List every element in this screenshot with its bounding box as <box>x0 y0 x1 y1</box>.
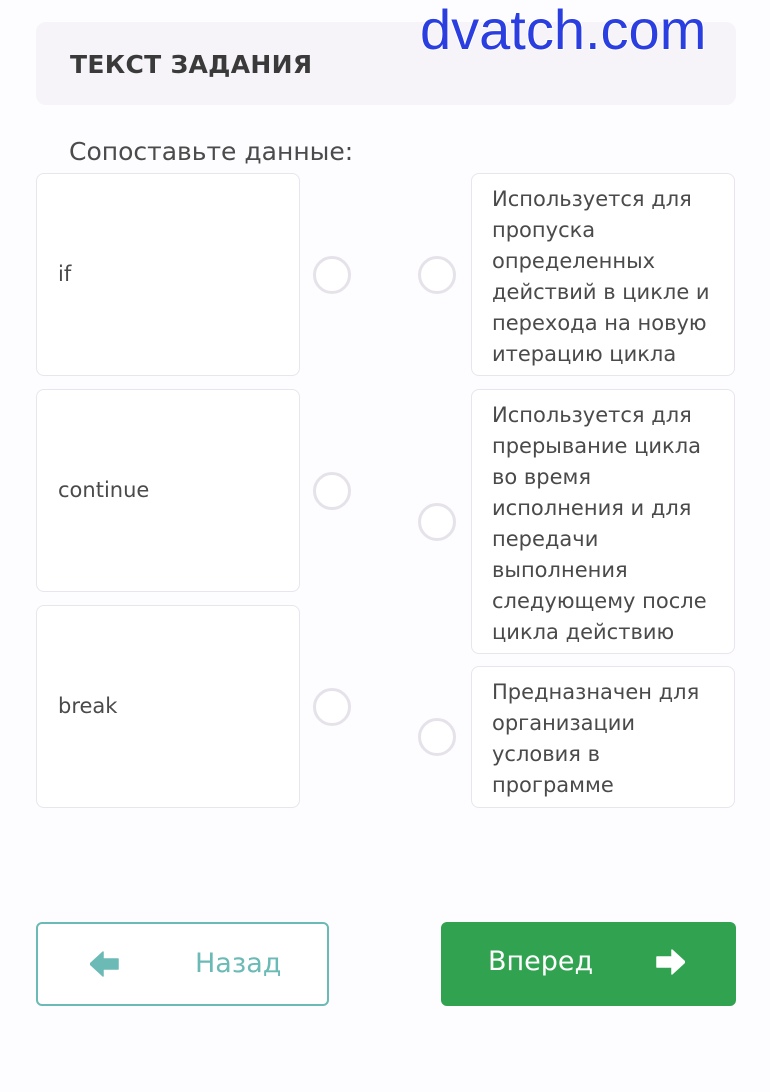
right-card-line: перехода на новую <box>492 311 707 335</box>
left-match-radio-2[interactable] <box>313 472 351 510</box>
right-card-3[interactable] <box>471 666 735 808</box>
right-card-line: определенных <box>492 249 656 273</box>
right-card-line: цикла действию <box>492 620 675 644</box>
next-button[interactable] <box>441 922 736 1006</box>
right-card-2[interactable] <box>471 389 735 654</box>
left-card-label: continue <box>58 478 150 502</box>
right-card-line: следующему после <box>492 589 707 613</box>
left-match-radio-3[interactable] <box>313 688 351 726</box>
right-card-line: действий в цикле и <box>492 280 710 304</box>
right-card-line: программе <box>492 773 614 797</box>
right-card-line: пропуска <box>492 218 596 242</box>
left-card-label: if <box>58 262 72 286</box>
right-card-line: во время <box>492 465 592 489</box>
right-card-line: исполнения и для <box>492 496 692 520</box>
right-card-line: условия в <box>492 742 600 766</box>
right-match-radio-3[interactable] <box>418 718 456 756</box>
back-button-label: Назад <box>195 948 282 979</box>
right-card-line: прерывание цикла <box>492 434 702 458</box>
right-card-line: Используется для <box>492 187 692 211</box>
left-card-2[interactable] <box>36 389 300 592</box>
right-card-1[interactable] <box>471 173 735 376</box>
arrow-left-icon <box>90 951 120 981</box>
right-match-radio-2[interactable] <box>418 503 456 541</box>
task-header-title: ТЕКСТ ЗАДАНИЯ <box>70 50 313 79</box>
arrow-right-icon <box>655 949 685 979</box>
next-button-label: Вперед <box>488 946 594 977</box>
right-match-radio-1[interactable] <box>418 256 456 294</box>
instruction-text: Сопоставьте данные: <box>69 137 354 166</box>
left-match-radio-1[interactable] <box>313 256 351 294</box>
right-card-line: Используется для <box>492 403 692 427</box>
right-card-line: передачи <box>492 527 599 551</box>
back-button[interactable] <box>36 922 329 1006</box>
left-card-1[interactable] <box>36 173 300 376</box>
right-card-line: Предназначен для <box>492 680 700 704</box>
right-card-line: итерацию цикла <box>492 342 677 366</box>
left-card-3[interactable] <box>36 605 300 808</box>
watermark: dvatch.com <box>420 0 707 61</box>
right-card-line: выполнения <box>492 558 628 582</box>
left-card-label: break <box>58 694 118 718</box>
right-card-line: организации <box>492 711 636 735</box>
